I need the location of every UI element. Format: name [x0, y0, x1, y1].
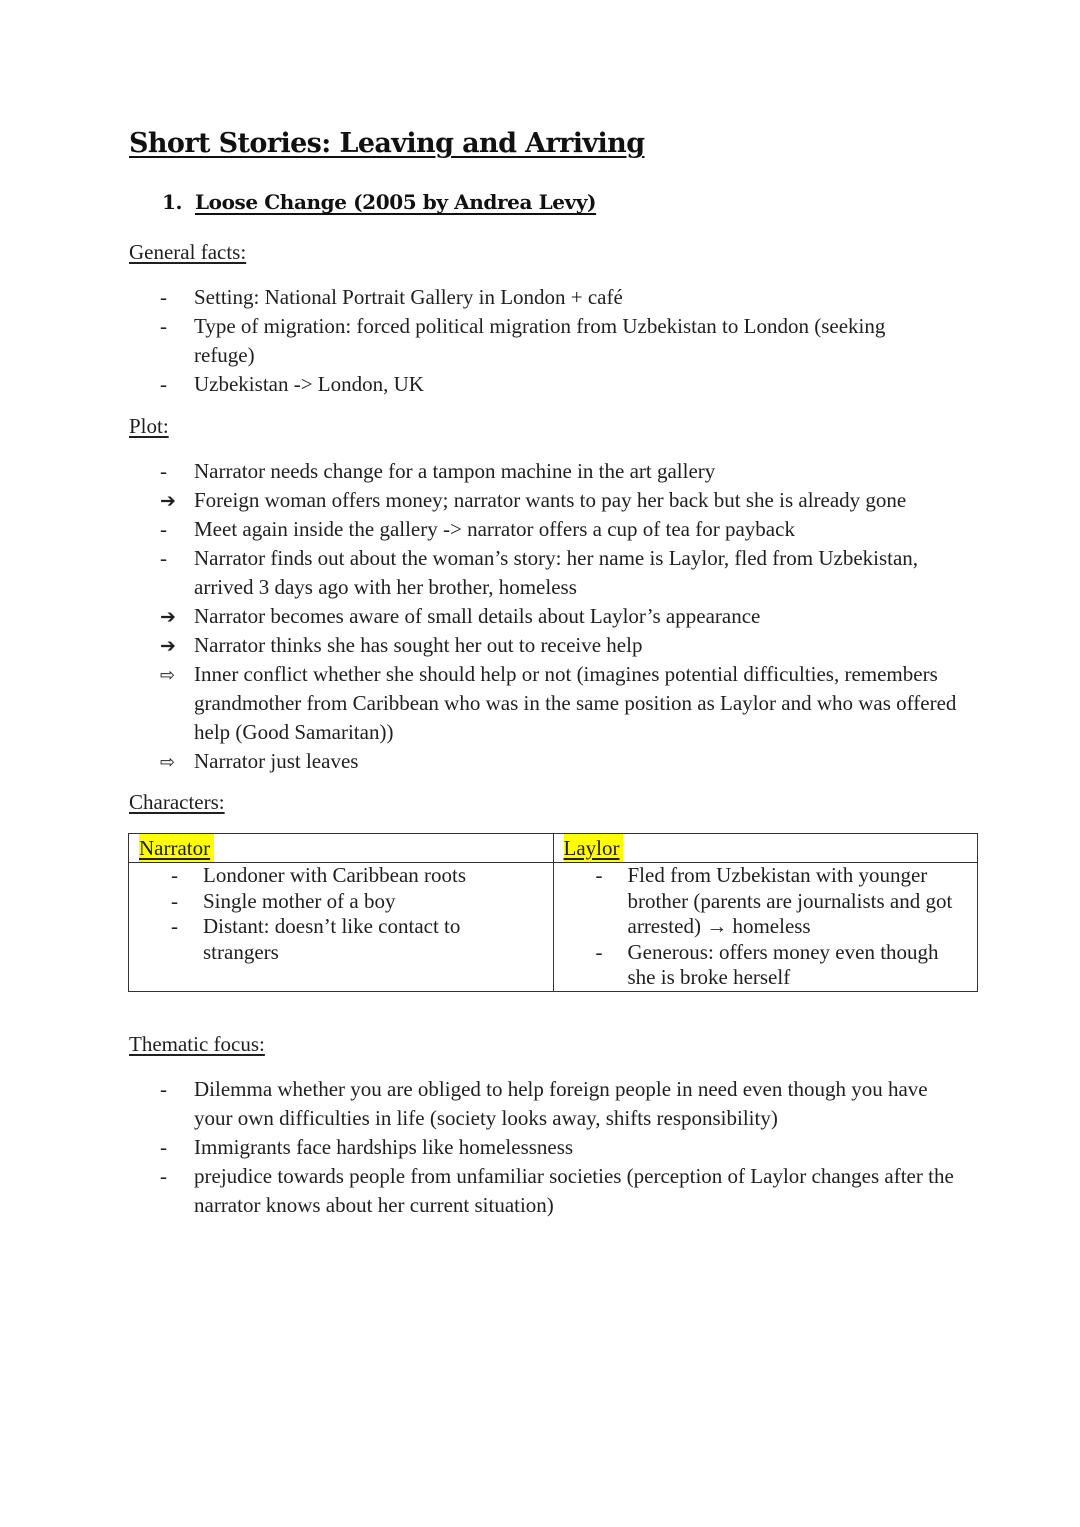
dash-bullet: [160, 312, 188, 341]
dash-bullet: [160, 544, 188, 573]
hollow-arrow-icon: [160, 660, 188, 690]
list-item: ⇨ Inner conflict whether she should help or not (imagines potential difficulties, remembers grandmother from Caribbean who was in the same position as Laylor and who was offered help (Good Samaritan)): [160, 660, 960, 747]
narrator-name: Narrator: [139, 834, 214, 862]
dash-bullet: [160, 1075, 188, 1104]
thematic-focus-label: Thematic focus:: [129, 1032, 265, 1056]
arrow-right-icon: [160, 486, 188, 516]
dash-bullet: [160, 1162, 188, 1191]
list-item: - Immigrants face hardships like homelessness: [160, 1133, 960, 1162]
plot-label: Plot:: [129, 414, 169, 438]
trait-item: - Distant: doesn’t like contact to strangers: [129, 914, 513, 965]
narrator-traits-cell: [129, 863, 554, 992]
list-item: - Narrator needs change for a tampon machine in the art gallery: [160, 457, 960, 486]
characters-table: [128, 833, 978, 992]
list-item: - Narrator finds out about the woman’s story: her name is Laylor, fled from Uzbekistan, arrived 3 days ago with her brother, homeless: [160, 544, 960, 602]
page-title: Short Stories: Leaving and Arriving: [129, 128, 645, 159]
list-item: - Type of migration: forced political migration from Uzbekistan to London (seeking refuge): [160, 312, 920, 370]
hollow-arrow-icon: [160, 747, 188, 777]
list-item: ⇨ Narrator just leaves: [160, 747, 960, 776]
dash-bullet: [171, 914, 199, 940]
list-item: ➔ Foreign woman offers money; narrator wants to pay her back but she is already gone: [160, 486, 960, 515]
dash-bullet: [171, 863, 199, 889]
list-item: ➔ Narrator thinks she has sought her out to receive help: [160, 631, 960, 660]
characters-label: Characters:: [129, 790, 225, 814]
story-number: 1.: [162, 190, 183, 214]
dash-bullet: [160, 457, 188, 486]
dash-bullet: [171, 889, 199, 915]
narrator-header-cell: [129, 834, 554, 863]
general-facts-label: General facts:: [129, 240, 247, 264]
laylor-traits-cell: [553, 863, 978, 992]
trait-item: - Londoner with Caribbean roots: [129, 863, 513, 889]
dash-bullet: [160, 515, 188, 544]
list-item: - Uzbekistan -> London, UK: [160, 370, 920, 399]
dash-bullet: [596, 863, 624, 889]
trait-item: - Fled from Uzbekistan with younger brother (parents are journalists and got arrested) → homeless: [554, 863, 972, 940]
list-item: - prejudice towards people from unfamiliar societies (perception of Laylor changes after the narrator knows about her current situation): [160, 1162, 960, 1220]
dash-bullet: [160, 370, 188, 399]
dash-bullet: [160, 1133, 188, 1162]
story-title: Loose Change (2005 by Andrea Levy): [195, 190, 597, 214]
plot-list: [160, 457, 960, 776]
arrow-right-icon: [160, 631, 188, 661]
thematic-focus-list: [160, 1075, 960, 1220]
story-heading: [162, 190, 596, 214]
dash-bullet: [160, 283, 188, 312]
laylor-header-cell: [553, 834, 978, 863]
list-item: ➔ Narrator becomes aware of small details about Laylor’s appearance: [160, 602, 960, 631]
general-facts-list: [160, 283, 920, 399]
arrow-right-icon: [160, 602, 188, 632]
trait-item: - Generous: offers money even though she is broke herself: [554, 940, 972, 991]
list-item: - Meet again inside the gallery -> narrator offers a cup of tea for payback: [160, 515, 960, 544]
dash-bullet: [596, 940, 624, 966]
trait-item: - Single mother of a boy: [129, 889, 513, 915]
list-item: - Dilemma whether you are obliged to help foreign people in need even though you have your own difficulties in life (society looks away, shifts responsibility): [160, 1075, 960, 1133]
list-item: - Setting: National Portrait Gallery in London + café: [160, 283, 920, 312]
laylor-name: Laylor: [564, 834, 624, 862]
